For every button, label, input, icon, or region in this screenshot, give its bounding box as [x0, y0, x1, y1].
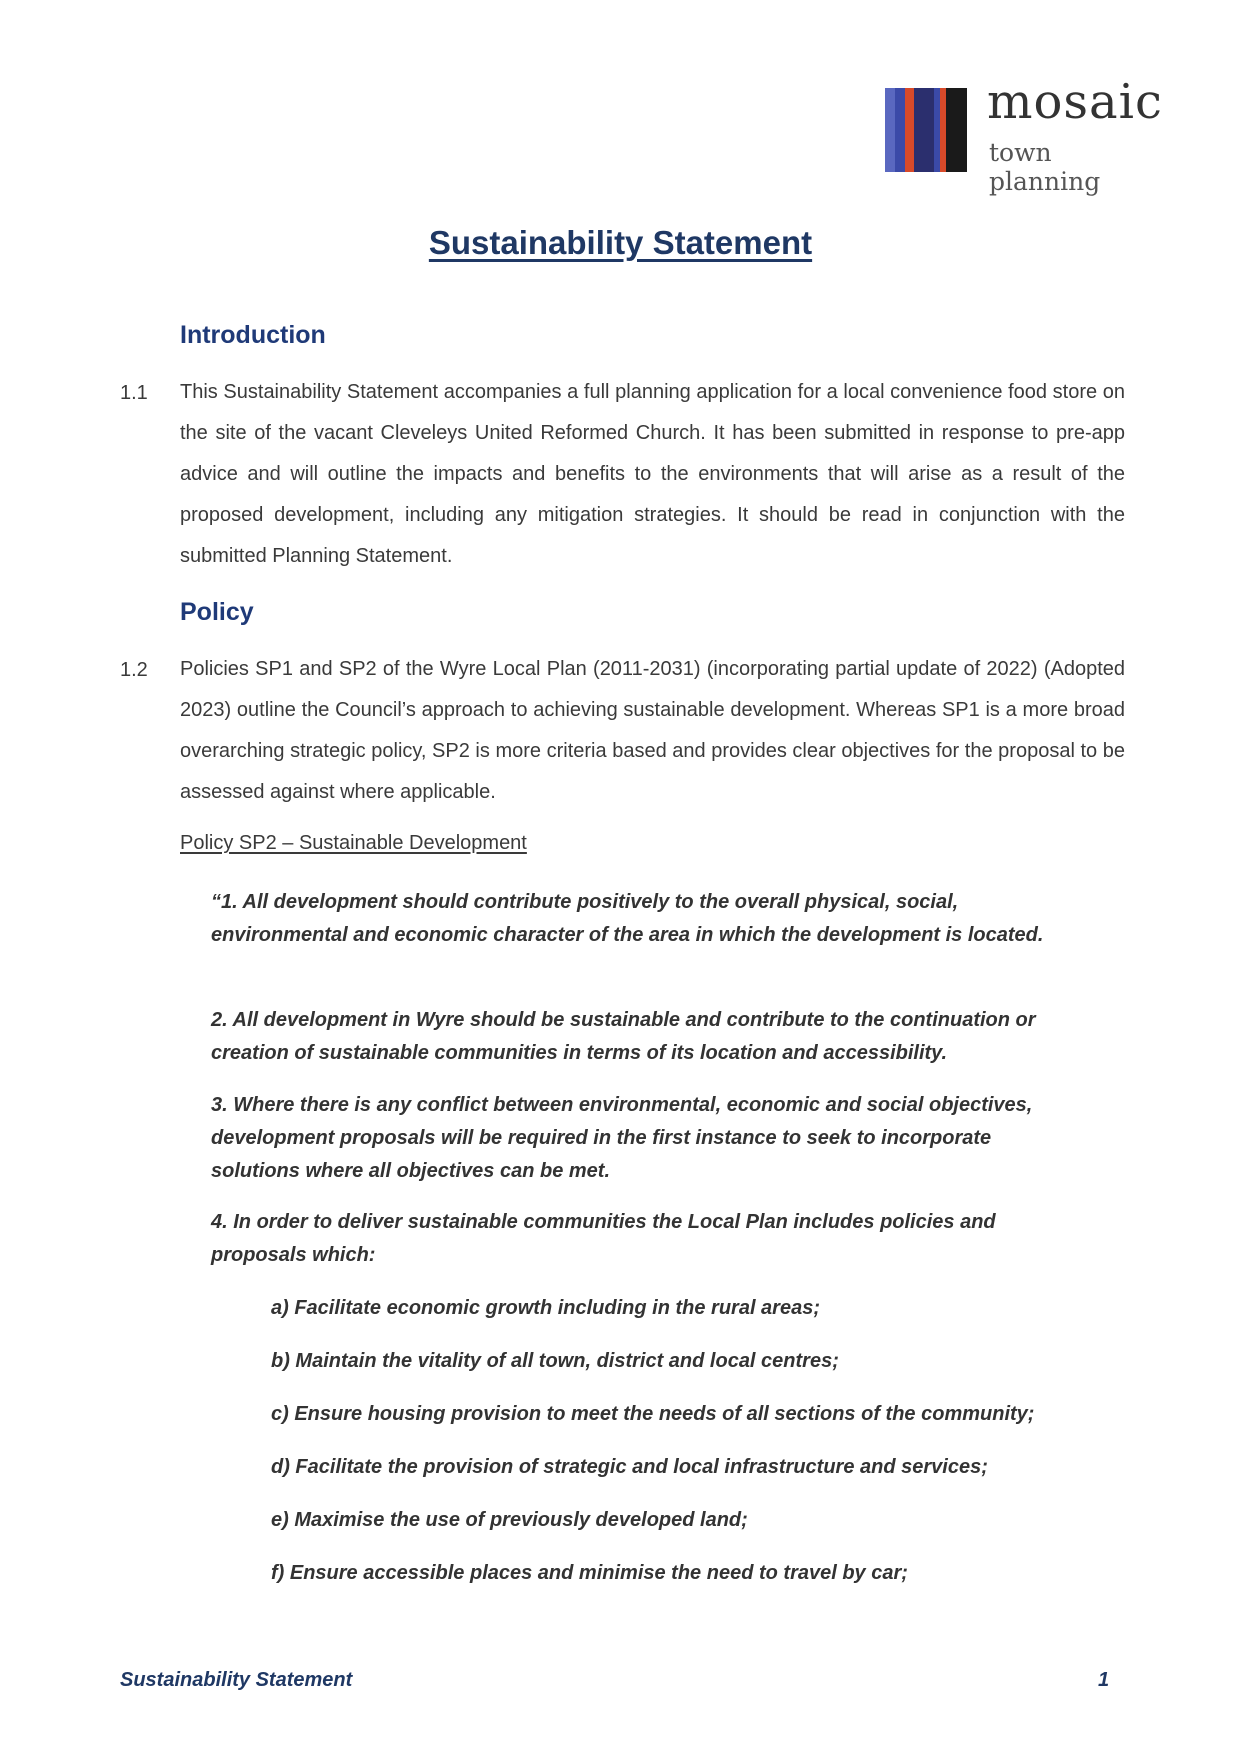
page-number: 1 [1098, 1669, 1110, 1691]
mosaic-logo-mark [885, 88, 967, 172]
footer-label: Sustainability Statement [120, 1669, 353, 1691]
policy-clause-3: 3. Where there is any conflict between environmental, economic and social objectives, development proposals will be required in the first instance to seek to incorporate solutions where all objectives can be met. [211, 1094, 1033, 1182]
policy-clause-1: “1. All development should contribute positively to the overall physical, social, environmental and economic character of the area in which the development is located. [211, 891, 1044, 946]
section-heading-policy: Policy [180, 598, 254, 626]
policy-item-f: f) Ensure accessible places and minimise the need to travel by car; [271, 1562, 908, 1584]
policy-item-d: d) Facilitate the provision of strategic and local infrastructure and services; [271, 1456, 988, 1478]
policy-item-c: c) Ensure housing provision to meet the needs of all sections of the community; [271, 1403, 1035, 1425]
section-heading-introduction: Introduction [180, 321, 326, 349]
paragraph-number: 1.2 [120, 659, 148, 681]
policy-item-a: a) Facilitate economic growth including in the rural areas; [271, 1297, 820, 1319]
paragraph-1-1: This Sustainability Statement accompanies a full planning application for a local convenience food store on the site of the vacant Cleveleys United Reformed Church. It has been submitted in response to pre-app advice and will outline the impacts and benefits to the environments that will arise as a result of the proposed development, including any mitigation strategies. It should be read in conjunction with the submitted Planning Statement. [180, 381, 1125, 567]
paragraph-1-2: Policies SP1 and SP2 of the Wyre Local Plan (2011-2031) (incorporating partial update of 2022) (Adopted 2023) outline the Council’s approach to achieving sustainable development. Whereas SP1 is a more broad overarching strategic policy, SP2 is more criteria based and provides clear objectives for the proposal to be assessed against where applicable. [180, 658, 1125, 803]
policy-subheading: Policy SP2 – Sustainable Development [180, 832, 527, 854]
logo-tagline: town planning [989, 138, 1101, 196]
policy-clause-4: 4. In order to deliver sustainable communities the Local Plan includes policies and proposals which: [211, 1211, 996, 1266]
policy-item-b: b) Maintain the vitality of all town, district and local centres; [271, 1350, 839, 1372]
company-logo [885, 74, 1165, 196]
paragraph-number: 1.1 [120, 382, 148, 404]
policy-clause-2: 2. All development in Wyre should be sustainable and contribute to the continuation or creation of sustainable communities in terms of its location and accessibility. [211, 1009, 1036, 1064]
document-title: Sustainability Statement [428, 224, 813, 261]
policy-item-e: e) Maximise the use of previously developed land; [271, 1509, 748, 1531]
logo-name: mosaic [987, 74, 1163, 130]
